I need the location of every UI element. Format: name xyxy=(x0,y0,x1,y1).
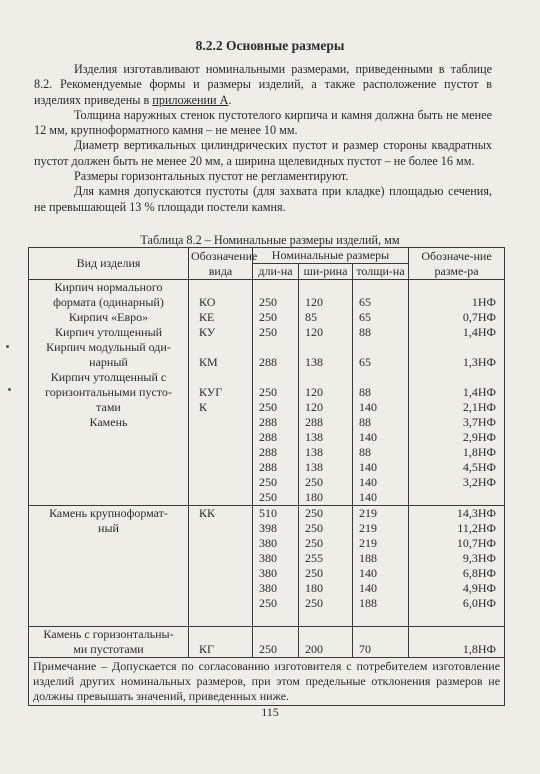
cell-line: 6,0НФ xyxy=(462,596,497,610)
cell-line: 250 xyxy=(259,642,277,656)
cell-line xyxy=(31,581,186,596)
cell-line: 380 xyxy=(259,551,277,565)
cell-line xyxy=(411,340,496,355)
cell-line: тами xyxy=(96,400,121,414)
cell-line: Кирпич утолщенный xyxy=(54,325,163,339)
cell-line: 88 xyxy=(359,385,371,399)
cell-line: 1,4НФ xyxy=(462,325,497,339)
cell-line: 4,9НФ xyxy=(462,581,497,595)
cell-line xyxy=(259,340,296,355)
header-length: дли-на xyxy=(253,264,299,280)
cell-line: 288 xyxy=(259,355,277,369)
cell-line: 65 xyxy=(359,295,371,309)
cell-width xyxy=(299,280,353,506)
header-kind: Вид изделия xyxy=(29,248,189,280)
cell-line: 9,3НФ xyxy=(462,551,497,565)
cell-line: 250 xyxy=(305,536,323,550)
cell-line: 288 xyxy=(259,460,277,474)
cell-line xyxy=(31,460,186,475)
cell-line: 398 xyxy=(259,521,277,535)
cell-line xyxy=(31,611,186,626)
cell-line: Кирпич «Евро» xyxy=(68,310,149,324)
cell-designation xyxy=(409,506,505,627)
cell-line: К xyxy=(199,400,208,414)
cell-line xyxy=(305,627,350,642)
cell-line: 138 xyxy=(305,355,323,369)
cell-line: 140 xyxy=(359,400,377,414)
cell-line: 85 xyxy=(305,310,317,324)
cell-line xyxy=(31,475,186,490)
paragraph-3: Диаметр вертикальных цилиндрических пустот и размер стороны квадратных пустот должен быть не менее 20 мм, а ширина щелевидных пустот – не более 16 мм. xyxy=(34,138,492,168)
cell-line: Камень xyxy=(89,415,128,429)
cell-code xyxy=(189,627,253,658)
cell-line xyxy=(259,370,296,385)
cell-line: 255 xyxy=(305,551,323,565)
cell-line: 250 xyxy=(259,475,277,489)
cell-line: 250 xyxy=(259,385,277,399)
cell-line: ми пустотами xyxy=(73,642,144,656)
cell-line: 88 xyxy=(359,415,371,429)
cell-line xyxy=(199,581,250,596)
table-body xyxy=(29,280,505,658)
cell-name xyxy=(29,627,189,658)
cell-line xyxy=(199,370,250,385)
header-designation: Обозначе-ние разме-ра xyxy=(409,248,505,280)
cell-length xyxy=(253,280,299,506)
cell-line xyxy=(359,340,406,355)
table-row xyxy=(29,506,505,627)
cell-line: 180 xyxy=(305,490,323,504)
cell-line: ный xyxy=(98,521,119,535)
cell-line xyxy=(199,445,250,460)
cell-line: 1,3НФ xyxy=(462,355,497,369)
cell-line: 3,2НФ xyxy=(462,475,497,489)
cell-code xyxy=(189,506,253,627)
scan-speck xyxy=(6,345,9,348)
cell-name xyxy=(29,280,189,506)
cell-line: 288 xyxy=(259,430,277,444)
cell-line: 250 xyxy=(305,566,323,580)
cell-line xyxy=(199,430,250,445)
cell-line: 138 xyxy=(305,445,323,459)
cell-line: 180 xyxy=(305,581,323,595)
cell-designation xyxy=(409,280,505,506)
cell-line xyxy=(199,280,250,295)
paragraph-1-end: . xyxy=(228,92,232,107)
cell-line: 140 xyxy=(359,581,377,595)
cell-line xyxy=(359,370,406,385)
cell-line: 219 xyxy=(359,536,377,550)
cell-line: 11,2НФ xyxy=(457,521,497,535)
cell-line: 140 xyxy=(359,475,377,489)
cell-line xyxy=(199,551,250,566)
cell-line xyxy=(411,627,496,642)
cell-line xyxy=(259,611,296,626)
cell-line xyxy=(31,430,186,445)
cell-line: 2,9НФ xyxy=(462,430,497,444)
cell-line: горизонтальными пусто- xyxy=(45,385,172,399)
cell-line xyxy=(411,370,496,385)
cell-line xyxy=(359,611,406,626)
cell-line xyxy=(259,627,296,642)
cell-line xyxy=(199,490,250,505)
cell-line xyxy=(31,551,186,566)
cell-thickness xyxy=(353,627,409,658)
cell-length xyxy=(253,627,299,658)
cell-line xyxy=(199,566,250,581)
cell-line: 250 xyxy=(259,325,277,339)
cell-line: 250 xyxy=(259,490,277,504)
cell-line: 140 xyxy=(359,490,377,504)
cell-line: Кирпич модульный оди- xyxy=(46,340,171,354)
cell-line: 138 xyxy=(305,430,323,444)
cell-line: 88 xyxy=(359,445,371,459)
paragraph-2: Толщина наружных стенок пустотелого кирпича и камня должна быть не менее 12 мм, крупноформатного камня – не менее 10 мм. xyxy=(34,107,492,138)
page-number: 115 xyxy=(261,705,279,719)
appendix-a-link[interactable]: приложении А xyxy=(152,92,229,107)
header-dims: Номинальные размеры xyxy=(253,248,409,264)
cell-line: 88 xyxy=(359,325,371,339)
cell-line: 140 xyxy=(359,566,377,580)
cell-line xyxy=(359,627,406,642)
cell-line: 250 xyxy=(259,295,277,309)
cell-line xyxy=(199,460,250,475)
cell-line: 250 xyxy=(305,475,323,489)
paragraph-1 xyxy=(34,62,492,108)
cell-line: 288 xyxy=(259,415,277,429)
cell-line xyxy=(411,280,496,295)
cell-line xyxy=(199,536,250,551)
cell-line: 0,7НФ xyxy=(462,310,497,324)
cell-line: 70 xyxy=(359,642,371,656)
cell-name xyxy=(29,506,189,627)
cell-line: 2,1НФ xyxy=(462,400,497,414)
cell-line: КУГ xyxy=(199,385,223,399)
cell-line: КК xyxy=(199,506,216,520)
cell-line: 65 xyxy=(359,355,371,369)
header-code: Обозначение вида xyxy=(189,248,253,280)
cell-designation xyxy=(409,627,505,658)
cell-line: 380 xyxy=(259,581,277,595)
cell-line: 250 xyxy=(305,521,323,535)
cell-line: КО xyxy=(199,295,216,309)
cell-line: 1НФ xyxy=(471,295,497,309)
cell-line xyxy=(199,475,250,490)
cell-line: 4,5НФ xyxy=(462,460,497,474)
cell-line: Камень крупноформат- xyxy=(49,506,168,520)
cell-line: 138 xyxy=(305,460,323,474)
section-heading: 8.2.2 Основные размеры xyxy=(195,38,345,53)
paragraph-1-text: Изделия изготавливают номинальными размерами, приведенными в таблице 8.2. Рекомендуемые формы и размеры изделий, а также расположение пустот в изделиях приведены в xyxy=(34,62,492,107)
cell-line: 140 xyxy=(359,430,377,444)
cell-line: 120 xyxy=(305,325,323,339)
table-row xyxy=(29,280,505,506)
cell-line: 3,7НФ xyxy=(462,415,497,429)
cell-line: 120 xyxy=(305,400,323,414)
cell-line: Камень с горизонтальны- xyxy=(43,627,174,641)
cell-line: 10,7НФ xyxy=(456,536,497,550)
cell-line: 219 xyxy=(359,521,377,535)
table-note: Примечание – Допускается по согласованию изготовителя с потребителем изготовление изделий других номинальных размеров, при этом предельные отклонения размеров не должны превышать значений, приведенных ниже. xyxy=(29,658,505,706)
cell-width xyxy=(299,627,353,658)
table-caption: Таблица 8.2 – Номинальные размеры изделий, мм xyxy=(140,233,400,247)
cell-line: 65 xyxy=(359,310,371,324)
cell-line: 250 xyxy=(305,506,323,520)
paragraph-5: Для камня допускаются пустоты (для захвата при кладке) площадью сечения, не превышающей 13 % площади постели камня. xyxy=(34,184,492,214)
cell-line xyxy=(31,490,186,505)
cell-line: 380 xyxy=(259,566,277,580)
cell-line: 1,4НФ xyxy=(462,385,497,399)
cell-thickness xyxy=(353,280,409,506)
cell-line xyxy=(199,627,250,642)
cell-line: КМ xyxy=(199,355,218,369)
cell-line: 120 xyxy=(305,385,323,399)
cell-line xyxy=(305,611,350,626)
cell-line: 188 xyxy=(359,551,377,565)
cell-line: 250 xyxy=(259,310,277,324)
cell-line: Кирпич нормального xyxy=(54,280,163,294)
cell-code xyxy=(189,280,253,506)
cell-line: 1,8НФ xyxy=(462,642,497,656)
cell-line xyxy=(305,370,350,385)
cell-line: 250 xyxy=(305,596,323,610)
cell-line xyxy=(259,280,296,295)
cell-line: 288 xyxy=(305,415,323,429)
cell-line xyxy=(199,415,250,430)
cell-line: 200 xyxy=(305,642,323,656)
cell-line xyxy=(31,445,186,460)
cell-line: 250 xyxy=(259,400,277,414)
cell-line xyxy=(305,280,350,295)
cell-line: нарный xyxy=(89,355,128,369)
cell-length xyxy=(253,506,299,627)
cell-thickness xyxy=(353,506,409,627)
header-thickness: толщи-на xyxy=(353,264,409,280)
scan-speck xyxy=(8,388,11,391)
cell-line: 1,8НФ xyxy=(462,445,497,459)
cell-line: 120 xyxy=(305,295,323,309)
cell-line xyxy=(31,566,186,581)
cell-line: Кирпич утолщенный с xyxy=(50,370,167,384)
cell-line xyxy=(359,280,406,295)
cell-line: 188 xyxy=(359,596,377,610)
body-text xyxy=(34,62,492,215)
cell-line: 140 xyxy=(359,460,377,474)
cell-width xyxy=(299,506,353,627)
cell-line xyxy=(199,596,250,611)
cell-line: КГ xyxy=(199,642,214,656)
header-width: ши-рина xyxy=(299,264,353,280)
cell-line: 219 xyxy=(359,506,377,520)
cell-line: КЕ xyxy=(199,310,215,324)
cell-line: формата (одинарный) xyxy=(53,295,164,309)
paragraph-4: Размеры горизонтальных пустот не регламентируют. xyxy=(74,169,349,184)
cell-line xyxy=(305,340,350,355)
cell-line: 250 xyxy=(259,596,277,610)
cell-line: 288 xyxy=(259,445,277,459)
cell-line: 510 xyxy=(259,506,277,520)
cell-line xyxy=(31,596,186,611)
cell-line xyxy=(199,611,250,626)
cell-line xyxy=(411,611,496,626)
cell-line xyxy=(411,490,496,505)
cell-line: 14,3НФ xyxy=(456,506,497,520)
cell-line: 380 xyxy=(259,536,277,550)
cell-line xyxy=(31,536,186,551)
cell-line: 6,8НФ xyxy=(462,566,497,580)
table-row xyxy=(29,627,505,658)
cell-line xyxy=(199,521,250,536)
sizes-table xyxy=(28,247,505,706)
cell-line xyxy=(199,340,250,355)
cell-line: КУ xyxy=(199,325,216,339)
